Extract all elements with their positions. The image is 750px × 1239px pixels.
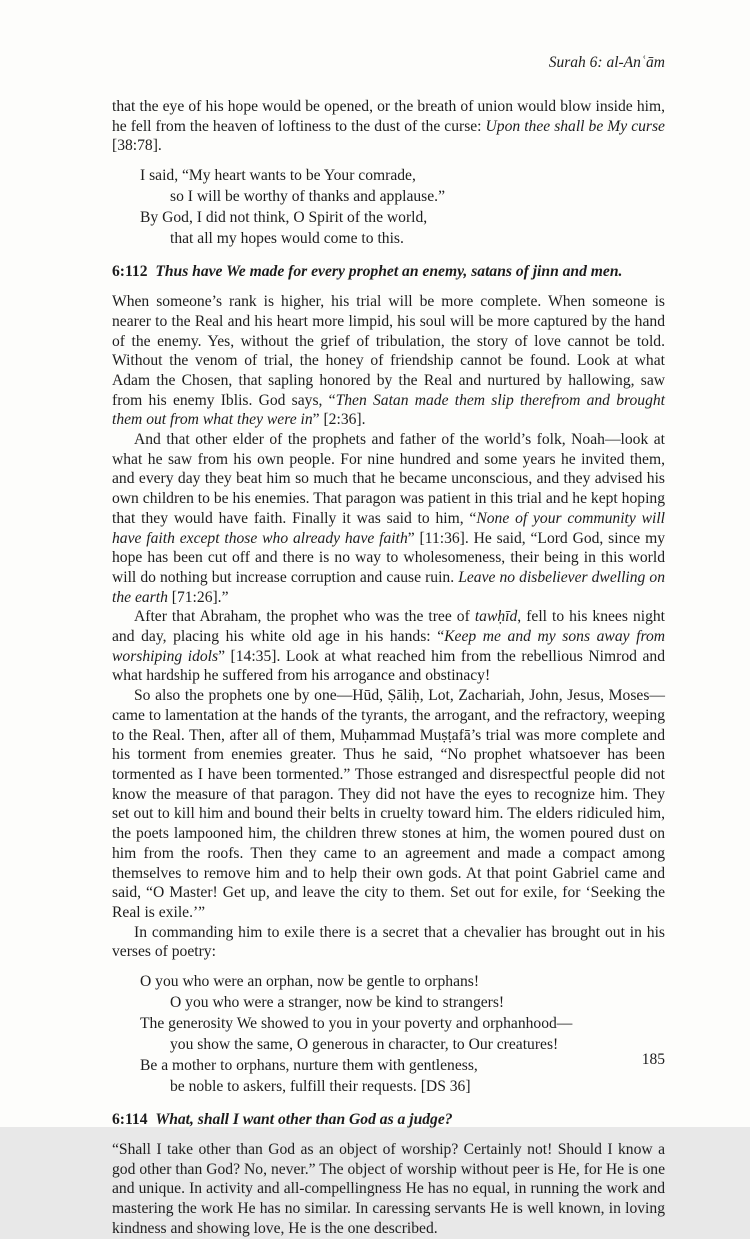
paragraph <box>112 686 665 922</box>
heading-number: 6:112 <box>112 263 156 281</box>
text-segment: [71:26].” <box>167 588 229 606</box>
verse-block <box>140 971 665 1097</box>
text-segment: In commanding him to exile there is a secret that a chevalier has brought out in his verses of poetry: <box>112 923 665 961</box>
verse-line: so I will be worthy of thanks and applause.” <box>170 188 445 206</box>
verse-block <box>140 165 665 249</box>
text-segment: ” [2:36]. <box>312 411 366 429</box>
text-segment: When someone’s rank is higher, his trial will be more complete. When someone is nearer to the Real and his heart more limpid, his soul will be more captured by the hand of the enemy. Yes, without the grief of tribulation, the story of love cannot be told. Without the venom of trial, the honey of friendship cannot be found. Look at what Adam the Chosen, that sapling honored by the Real and nurtured by hallowing, saw from his enemy Iblis. God says, “ <box>112 293 665 409</box>
verse-line: O you who were an orphan, now be gentle to orphans! <box>140 973 480 991</box>
verse-heading <box>112 1110 665 1130</box>
paragraph <box>112 97 665 156</box>
text-segment: “Shall I take other than God as an object of worship? Certainly not! Should I know a god other than God? No, never.” The object of worship without peer is He, for He is one and unique. In activity and all-compellingness He has no equal, in running the work and mastering the work He has no similar. In caressing servants He is well known, in loving kindness and showing love, He is the one described. <box>112 1141 665 1237</box>
paragraph <box>112 1140 665 1239</box>
verse-heading <box>112 262 665 282</box>
heading-text: Thus have We made for every prophet an enemy, satans of jinn and men. <box>155 263 623 281</box>
heading-text: What, shall I want other than God as a judge? <box>155 1111 453 1129</box>
verse-line: The generosity We showed to you in your poverty and orphanhood— <box>140 1015 573 1033</box>
text-segment: , fell to his knees night and day, placing his white old age in his hands: “ <box>112 608 665 646</box>
text-segment: Then Satan made them slip therefrom and brought them out from what they were in <box>112 391 666 429</box>
verse-line: be noble to askers, fulfill their requests. [DS 36] <box>170 1078 471 1096</box>
verse-line: Be a mother to orphans, nurture them with gentleness, <box>140 1057 478 1075</box>
text-segment: After that Abraham, the prophet who was the tree of <box>134 608 475 626</box>
text-segment: [38:78]. <box>112 137 162 155</box>
verse-line: By God, I did not think, O Spirit of the world, <box>140 209 428 227</box>
verse-line: I said, “My heart wants to be Your comrade, <box>140 167 416 185</box>
text-segment: ” [11:36]. He said, “Lord God, since my hope has been cut off and there is no way to wholesomeness, their being in this world will do nothing but increase corruption and cause ruin. <box>112 529 665 586</box>
text-segment: Upon thee shall be My curse <box>485 117 665 135</box>
running-header: Surah 6: al-Anʿām <box>548 54 665 71</box>
text-segment: that the eye of his hope would be opened, or the breath of union would blow inside him, he fell from the heaven of loftiness to the dust of the curse: <box>112 98 665 135</box>
page-body <box>112 97 665 1239</box>
paragraph <box>112 430 665 607</box>
verse-line: that all my hopes would come to this. <box>170 230 404 248</box>
page-number: 185 <box>641 1051 665 1068</box>
text-segment: Leave no disbeliever dwelling on the earth <box>112 568 665 606</box>
text-segment: tawḥīd <box>474 608 518 626</box>
text-segment: ” [14:35]. Look at what reached him from the rebellious Nimrod and what hardship he suffered from his arrogance and obstinacy! <box>112 647 665 685</box>
text-segment: Keep me and my sons away from worshiping idols <box>112 628 666 665</box>
text-segment: And that other elder of the prophets and father of the world’s folk, Noah—look at what he saw from his own people. For nine hundred and some years he invited them, and every day they beat him so much that he became unconscious, and they advised his own children to be his enemies. That paragon was patient in this trial and he kept hoping that they would have faith. Finally it was said to him, “ <box>112 431 665 527</box>
heading-number: 6:114 <box>112 1111 156 1129</box>
verse-line: you show the same, O generous in character, to Our creatures! <box>170 1036 559 1054</box>
paragraph <box>112 607 665 686</box>
paragraph <box>112 292 665 430</box>
text-segment: None of your community will have faith except those who already have faith <box>112 509 666 547</box>
verse-line: O you who were a stranger, now be kind to strangers! <box>170 994 505 1012</box>
text-segment: So also the prophets one by one—Hūd, Ṣāliḥ, Lot, Zachariah, John, Jesus, Moses—came to lamentation at the hands of the tyrants, the arrogant, and the refractory, weeping to the Real. Then, after all of them, Muḥammad Muṣṭafā’s trial was more complete and his torment from enemies greater. Thus he said, “No prophet whatsoever has been tormented as I have been tormented.” Those estranged and disrespectful people did not know the measure of that paragon. They did not have the eyes to recognize him. They set out to kill him and bound their belts in cruelty toward him. The elders ridiculed him, the poets lampooned him, the children threw stones at him, the women poured dust on him from the roofs. Then they came to an agreement and made a compact among themselves to remove him and to help their own gods. At that point Gabriel came and said, “O Master! Get up, and leave the city to them. Set out for exile, for ‘Seeking the Real is exile.’” <box>112 687 665 921</box>
paragraph <box>112 923 665 962</box>
